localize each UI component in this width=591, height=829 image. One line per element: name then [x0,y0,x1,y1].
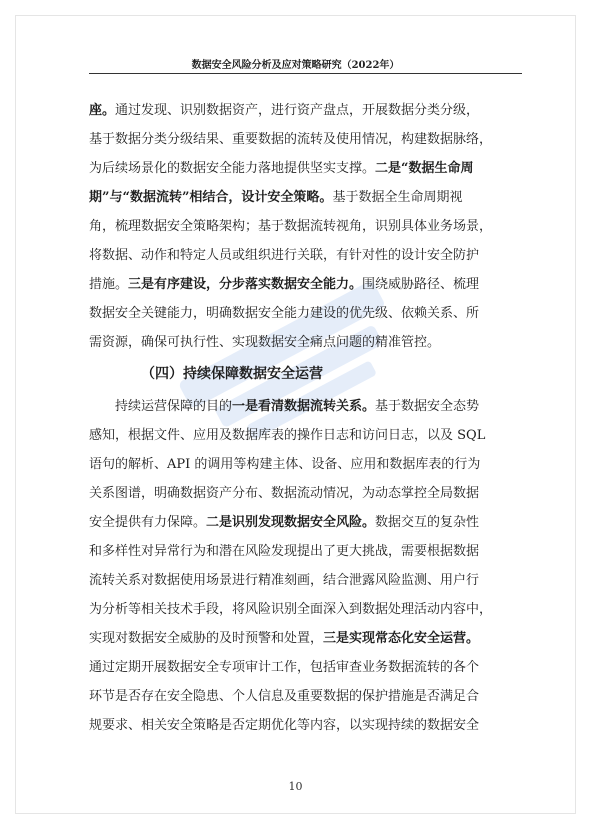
text-run: 通过发现、识别数据资产，进行资产盘点，开展数据分类分级， [115,103,480,118]
text-run: 实现对数据安全威胁的及时预警和处置， [89,631,324,646]
text-run: 围绕威胁路径、梳理 [362,277,480,292]
paragraph-operations [89,392,522,740]
text-line [89,624,522,653]
text-line: 流转关系对数据使用场景进行精准刻画，结合泄露风险监测、用户行 [89,573,480,588]
text-bold: 座。 [89,103,116,118]
text-line: 和多样性对异常行为和潜在风险发现提出了更大挑战，需要根据数据 [89,544,480,559]
section-heading: （四）持续保障数据安全运营 [141,366,323,382]
text-bold: 一是看清数据流转关系。 [232,399,376,414]
text-line [89,183,522,212]
text-line: 感知，根据文件、应用及数据库表的操作日志和访问日志，以及 SQL [89,428,486,443]
text-run: 安全提供有力保障。 [89,515,207,530]
text-line [89,392,522,421]
text-bold: 二是识别发现数据安全风险。 [206,515,376,530]
text-line: 规要求、相关安全策略是否定期优化等内容，以实现持续的数据安全 [89,718,480,733]
text-run: 为后续场景化的数据安全能力落地提供坚实支撑。 [89,161,376,176]
text-run: 基于数据全生命周期视 [332,190,463,205]
text-run: 数据交互的复杂性 [375,515,480,530]
text-bold: 期”与“数据流转”相结合，设计安全策略。 [89,190,333,205]
page-number: 10 [288,780,303,793]
body-text [89,96,522,740]
text-line [89,270,522,299]
text-run: 基于数据安全态势 [375,399,480,414]
text-line: 为分析等相关技术手段，将风险识别全面深入到数据处理活动内容中， [89,602,493,617]
text-bold: 二是“数据生命周 [375,161,474,176]
text-line: 需资源，确保可执行性、实现数据安全痛点问题的精准管控。 [89,335,441,350]
text-line: 语句的解析、API 的调用等构建主体、设备、应用和数据库表的行为 [89,457,481,472]
text-line: 关系图谱，明确数据资产分布、数据流动情况，为动态掌控全局数据 [89,486,480,501]
paragraph-strategy [89,96,522,357]
text-line [89,508,522,537]
document-page [16,16,575,813]
text-line: 环节是否存在安全隐患、个人信息及重要数据的保护措施是否满足合 [89,689,480,704]
text-line: 角，梳理数据安全策略架构；基于数据流转视角，识别具体业务场景， [89,219,493,234]
text-line: 基于数据分类分级结果、重要数据的流转及使用情况，构建数据脉络， [89,132,493,147]
running-header: 数据安全风险分析及应对策略研究（2022年） [191,60,400,71]
text-bold: 三是实现常态化安全运营。 [323,631,480,646]
text-run: 措施。 [89,277,129,292]
text-line: 数据安全关键能力，明确数据安全能力建设的优先级、依赖关系、所 [89,306,480,321]
text-run: 持续运营保障的目的 [115,399,233,414]
text-line: 将数据、动作和特定人员或组织进行关联，有针对性的设计安全防护 [89,248,480,263]
text-line [89,96,522,125]
text-line [89,154,522,183]
text-line: 通过定期开展数据安全专项审计工作，包括审查业务数据流转的各个 [89,660,480,675]
text-bold: 三是有序建设，分步落实数据安全能力。 [128,277,363,292]
header-rule [89,73,522,74]
